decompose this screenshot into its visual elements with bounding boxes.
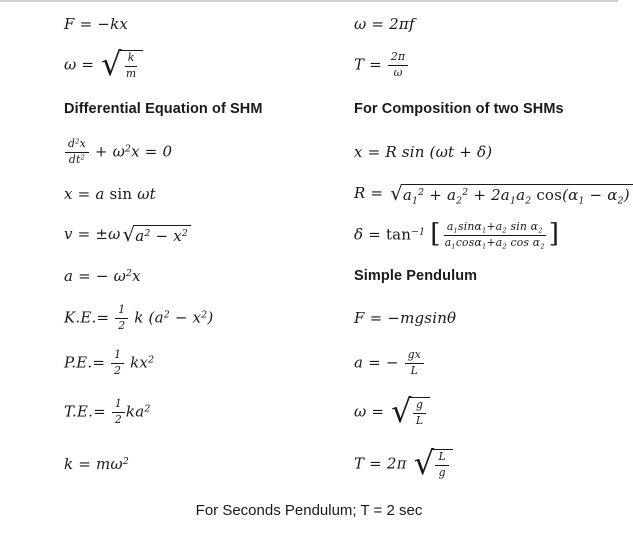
radical-sign: √ [122, 223, 136, 247]
fraction [112, 398, 125, 427]
formula-text: F = −kx [64, 15, 129, 33]
superscript: 2 [125, 142, 132, 154]
fraction-numerator: 1 [112, 398, 125, 413]
fraction-numerator: 1 [115, 304, 128, 319]
subscript: 1 [451, 241, 456, 250]
formula [64, 438, 354, 490]
formula-text: ω = √ $\frac{k}{m}$ [64, 50, 143, 81]
radicand: $a^2 - x^2$ [133, 225, 191, 245]
formula-text: P.E.= $\frac{1}{2}$ $kx^2$ [64, 347, 155, 377]
formula-text: a = − $\frac{gx}{L}$ [354, 349, 425, 378]
formula-text: T = 2π √ $\frac{L}{g}$ [354, 449, 453, 480]
radical-sign: √ [391, 392, 412, 431]
superscript: 2 [144, 227, 151, 239]
fraction [435, 451, 448, 480]
fraction-denominator: m [125, 66, 137, 80]
formula [354, 42, 633, 88]
superscript: 2 [163, 308, 170, 320]
bracket: ] [548, 218, 560, 249]
formula [354, 174, 633, 214]
formula [354, 438, 633, 490]
formula [64, 256, 354, 296]
formula [354, 6, 633, 42]
fraction-numerator: L [435, 451, 448, 466]
fraction-denominator: $a_1\cos\alpha_1+a_2$ $\cos \alpha_2$ [444, 235, 545, 250]
fraction-denominator: L [415, 413, 424, 427]
fraction-denominator: L [410, 363, 418, 377]
formula [64, 6, 354, 42]
fraction-numerator: 2π [388, 51, 408, 66]
section-heading-text: Differential Equation of SHM [64, 101, 263, 117]
fraction-denominator: ω [393, 65, 403, 79]
subscript: 2 [617, 195, 624, 207]
fraction [405, 349, 424, 378]
subscript: 1 [412, 195, 419, 207]
subscript: 2 [525, 195, 532, 207]
fraction-numerator: g [413, 399, 426, 414]
superscript: 2 [148, 353, 155, 365]
radicand [120, 50, 143, 81]
section-heading-text: Simple Pendulum [354, 268, 478, 284]
formula [64, 174, 354, 214]
superscript: 2 [75, 136, 80, 145]
fraction [65, 138, 89, 167]
formula-text: x = R sin (ωt + δ) [354, 143, 493, 161]
formula [64, 296, 354, 340]
subscript: 1 [482, 225, 487, 234]
roman-text: cos [536, 186, 563, 204]
formula-text: v = ±ω √ $a^2 - x^2$ [64, 225, 191, 245]
fraction-denominator: 2 [118, 318, 126, 332]
fraction-numerator: $a_1\sin\alpha_1+a_2$ $\sin \alpha_2$ [444, 221, 546, 236]
formula [354, 214, 633, 256]
fraction [115, 304, 128, 333]
fraction [111, 349, 124, 378]
roman-text: tan [385, 225, 412, 243]
formula [354, 340, 633, 386]
square-root [413, 444, 453, 483]
radicand [432, 449, 452, 480]
subscript: 1 [482, 241, 487, 250]
superscript: 2 [80, 152, 85, 161]
subscript: 2 [456, 195, 463, 207]
square-root [101, 45, 143, 84]
formula-text: ω = 2πf [354, 15, 415, 33]
superscript: 2 [418, 186, 425, 198]
fraction-denominator: g [438, 465, 446, 479]
formula-text: x = a sin ωt [64, 185, 156, 203]
superscript: 2 [462, 186, 469, 198]
section-heading [354, 88, 633, 130]
superscript: −1 [411, 225, 426, 237]
fraction [442, 221, 548, 250]
formula-grid [0, 2, 630, 490]
formula [64, 42, 354, 88]
formula-text: T = $\frac{2\pi}{\omega}$ [354, 51, 409, 80]
fraction-numerator: k [125, 52, 138, 67]
radical-sign: √ [413, 444, 435, 483]
formula-text: $k = m\omega^2$ [64, 455, 129, 473]
subscript: 2 [502, 225, 507, 234]
superscript: 2 [144, 402, 151, 414]
square-root [123, 225, 191, 245]
fraction-numerator: gx [405, 349, 424, 364]
formula-text: F = −mgsinθ [354, 309, 457, 327]
formula-text: $\frac{d^2x}{dt^2}$ + $\omega^2x = 0$ [64, 138, 172, 167]
fraction [413, 399, 426, 428]
radical-sign: √ [101, 45, 122, 84]
formula-text: R = √ $a_1^2 + a_2^2 + 2a_1a_2$ $\cos(\alpha_1 - \alpha_2)$ [354, 184, 633, 204]
formula-text: K.E.= $\frac{1}{2}$ k $(a^2 - x^2)$ [64, 302, 214, 332]
square-root [390, 182, 633, 207]
fraction [123, 52, 139, 81]
bracket: [ [430, 218, 441, 249]
formula [354, 386, 633, 438]
formula [354, 130, 633, 174]
formula [354, 296, 633, 340]
fraction-denominator: $dt^2$ [68, 152, 85, 166]
formula-text: $\delta = \tan^{-1}$ [ $\frac{a_1\sin\alpha_1+a_2 \sin \alpha_2}{a_1\cos\alpha_1+a_2 \cos \alpha_2}$ ] [354, 218, 560, 250]
formula-text: ω = √ $\frac{g}{L}$ [354, 397, 430, 428]
section-heading [64, 88, 354, 130]
footer-note: For Seconds Pendulum; T = 2 sec [195, 502, 423, 519]
roman-text: sin [109, 185, 133, 203]
fraction-denominator: 2 [114, 412, 122, 426]
section-heading-text: For Composition of two SHMs [354, 101, 564, 117]
formula-text: T.E.= $\frac{1}{2}$ $ka^2$ [64, 396, 151, 426]
radicand: $a_1^2 + a_2^2 + 2a_1a_2$ $\cos(\alpha_1 - \alpha_2)$ [401, 184, 633, 204]
square-root [391, 392, 430, 431]
fraction [388, 51, 408, 80]
superscript: 2 [126, 267, 133, 279]
formula [64, 214, 354, 256]
fraction-numerator: 1 [111, 349, 124, 364]
formula-text: a = − $\omega^2x$ [64, 267, 141, 285]
subscript: 1 [509, 195, 517, 207]
formula [64, 386, 354, 438]
subscript: 2 [538, 225, 543, 234]
formula [64, 130, 354, 174]
superscript: 2 [181, 227, 189, 239]
subscript: 1 [453, 225, 458, 234]
subscript: 2 [540, 241, 545, 250]
fraction-numerator: $d^2x$ [65, 138, 89, 153]
formula [64, 340, 354, 386]
superscript: 2 [122, 455, 129, 467]
radical-sign: √ [390, 182, 403, 206]
section-heading [354, 256, 633, 296]
subscript: 1 [578, 195, 585, 207]
radicand [410, 397, 430, 428]
fraction-denominator: 2 [114, 363, 122, 377]
subscript: 2 [502, 241, 507, 250]
superscript: 2 [201, 308, 208, 320]
